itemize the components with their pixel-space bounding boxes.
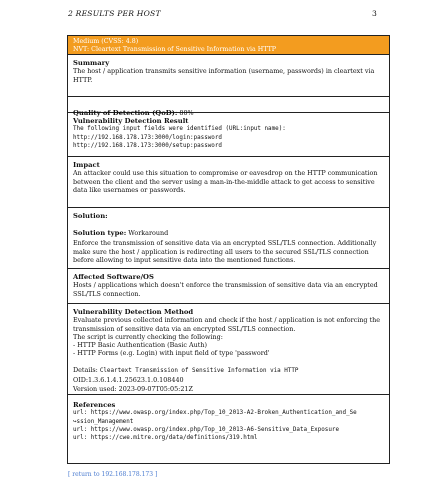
summary-text: The host / application transmits sensitive information (username, passwords) in cleartext via HTTP. [73, 67, 375, 84]
detection-method-text: Evaluate previous collected information and check if the host / application is not enforcing the transmission of sensitive data via an encrypted SSL/TLS connection. [73, 316, 381, 333]
details-value: Cleartext Transmission of Sensitive Information via HTTP [99, 368, 299, 375]
solution-text: Enforce the transmission of sensitive data via an encrypted SSL/TLS connection. Additionally make sure the host / application is redirecting all users to the secured SSL/TLS connection before allowing to input sensitive data into the mentioned functions. [73, 239, 377, 264]
detection-method-title: Vulnerability Detection Method [73, 308, 194, 316]
qod-value: 80% [177, 109, 194, 117]
severity-label: Medium (CVSS: 4.8) [73, 38, 139, 45]
section-heading: 2 RESULTS PER HOST [68, 9, 161, 18]
detection-method-section [68, 303, 389, 394]
solution-title: Solution: [73, 212, 108, 220]
reference-url-continuation[interactable]: ↪ssion_Management [73, 418, 134, 425]
page-number: 3 [371, 9, 377, 18]
impact-title: Impact [73, 161, 100, 169]
solution-type-label: Solution type: [73, 229, 127, 238]
reference-url[interactable]: url: https://cwe.mitre.org/data/definitions/319.html [73, 435, 258, 442]
nvt-title: NVT: Cleartext Transmission of Sensitive Information via HTTP [73, 45, 277, 53]
references-title: References [73, 401, 116, 409]
details-label: Details: [73, 366, 100, 375]
running-header [68, 9, 377, 21]
impact-section [68, 156, 389, 207]
detection-result-section [68, 112, 389, 156]
vulnerability-box [67, 35, 390, 464]
check-item: - HTTP Forms (e.g. Login) with input field of type 'password' [73, 349, 270, 358]
detection-result-line: The following input fields were identified (URL:input name): [73, 126, 286, 133]
checks-intro: The script is currently checking the following: [73, 332, 223, 341]
check-item: - HTTP Basic Authentication (Basic Auth) [73, 341, 207, 350]
solution-section [68, 207, 389, 268]
detection-result-line: http://192.168.178.173:3000/login:password [73, 134, 222, 141]
affected-section [68, 268, 389, 303]
reference-url[interactable]: url: https://www.owasp.org/index.php/Top_10_2013-A6-Sensitive_Data_Exposure [73, 426, 339, 433]
affected-text: Hosts / applications which doesn't enforce the transmission of sensitive data via an encrypted SSL/TLS connection. [73, 281, 378, 298]
impact-text: An attacker could use this situation to compromise or eavesdrop on the HTTP communication between the client and the server using a man-in-the-middle attack to get access to sensitive data like usernames or passwords. [73, 169, 378, 194]
summary-section [68, 54, 389, 96]
detection-result-title: Vulnerability Detection Result [73, 117, 189, 125]
summary-title: Summary [73, 59, 110, 67]
qod-section [68, 96, 389, 117]
detection-result-line: http://192.168.178.173:3000/setup:password [73, 142, 222, 149]
affected-title: Affected Software/OS [73, 273, 154, 281]
return-to-host-link[interactable]: [ return to 192.168.178.173 ] [68, 471, 158, 478]
references-section [68, 394, 389, 464]
oid: OID:1.3.6.1.4.1.25623.1.0.108440 [73, 376, 184, 385]
severity-banner [68, 36, 389, 54]
version-used: Version used: 2023-09-07T05:05:21Z [73, 384, 193, 393]
solution-type-value: Workaround [126, 229, 169, 238]
reference-url[interactable]: url: https://www.owasp.org/index.php/Top_10_2013-A2-Broken_Authentication_and_Se [73, 410, 357, 417]
qod-label: Quality of Detection (QoD): [73, 109, 178, 117]
